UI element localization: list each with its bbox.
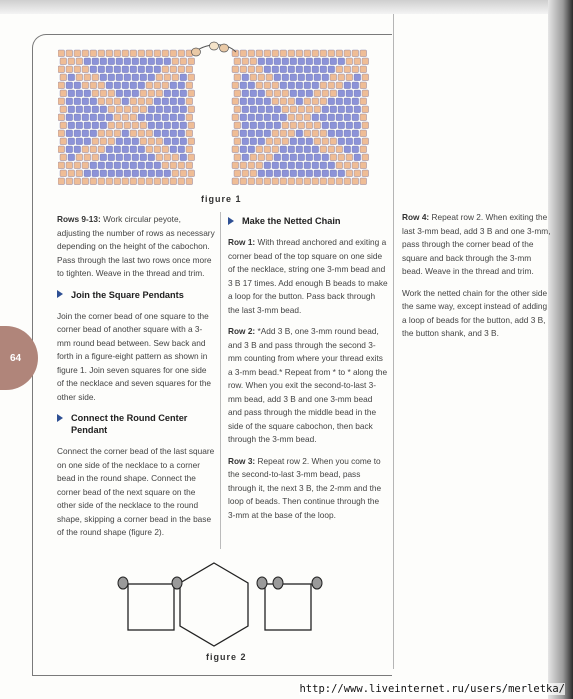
heading-make-netted-chain: Make the Netted Chain bbox=[228, 215, 388, 227]
text-column-1 bbox=[57, 213, 215, 548]
figure-2-illustration bbox=[112, 558, 337, 650]
text-column-2 bbox=[228, 213, 388, 530]
paragraph-rows-9-13: Rows 9-13: Work circular peyote, adjusting the number of rows as necessary depending on the height of the cabochon. Pass through the last two rows once more to tighten. Weave in the thread and trim. bbox=[57, 214, 215, 278]
figure-2-caption: figure 2 bbox=[206, 652, 247, 662]
paragraph-row-1: Row 1: With thread anchored and exiting a corner bead of the top square on one side of the necklace, string one 3-mm bead and 3 B 17 times. Add enough B beads to make a loop for the button. Pass back through the last 3-mm bead. bbox=[228, 237, 388, 315]
figure-1-illustration bbox=[58, 40, 388, 190]
connector-bead bbox=[312, 577, 322, 589]
beaded-square-pendant bbox=[232, 50, 369, 185]
source-url: http://www.liveinternet.ru/users/merletka/ bbox=[299, 683, 565, 695]
paragraph-row-2: Row 2: *Add 3 B, one 3-mm round bead, and 3 B and pass through the second 3-mm counting from where your thread exits a 3-mm bead.* Repeat from * to * along the row. When you exit the second-to-last 3-mm bead, add 3 B and one 3-mm bead and pass through the middle bead in the side of the square cabochon, then back through the 3-mm bead. bbox=[228, 326, 388, 444]
figure-1-caption: figure 1 bbox=[201, 194, 242, 204]
heading-arrow-icon bbox=[57, 414, 63, 422]
connector-bead bbox=[220, 44, 229, 52]
page-number: 64 bbox=[10, 353, 22, 364]
connector-bead bbox=[118, 577, 128, 589]
connector-bead bbox=[172, 577, 182, 589]
paragraph-row-4: Row 4: Repeat row 2. When exiting the last 3-mm bead, add 3 B and one 3-mm, pass through the corner bead of the square and back through the 3-mm bead. Weave in the thread and trim. bbox=[402, 212, 551, 276]
connector-bead bbox=[210, 42, 219, 50]
square-pendant-right bbox=[265, 584, 311, 630]
paragraph-row-3: Row 3: Repeat row 2. When you come to the second-to-last 3-mm bead, pass through it, the next 3 B, the 2-mm and the loop of beads. Then continue through the 3-mm at the base of the loop. bbox=[228, 455, 382, 520]
book-spine-shadow bbox=[548, 0, 573, 699]
paragraph-join-squares: Join the corner bead of one square to the corner bead of another square with a 3-mm round bead between. Sew back and forth in a figure-eight pattern as shown in figure 1. Join seven squares for one side of the necklace and seven squares for the other side. bbox=[57, 310, 212, 402]
column-divider bbox=[220, 212, 221, 549]
connector-bead bbox=[257, 577, 267, 589]
paragraph-connect-round: Connect the corner bead of the last square on one side of the necklace to a corner bead in the round shape. Connect the corner bead of the next square on the other side of the necklace to the round shape, skipping a corner bead in the base of the round shape (figure 2). bbox=[57, 446, 215, 537]
hexagon-round-pendant bbox=[180, 563, 248, 646]
paragraph-other-side: Work the netted chain for the other side the same way, except instead of adding a loop of beads for the button, add 3 B, the button shank, and 3 B. bbox=[402, 287, 548, 338]
text-column-3 bbox=[402, 211, 552, 349]
page-top-edge bbox=[0, 0, 573, 14]
heading-arrow-icon bbox=[228, 217, 234, 225]
beaded-square-pendant bbox=[58, 50, 195, 185]
page-column-divider bbox=[393, 14, 394, 669]
square-pendant-left bbox=[128, 584, 174, 630]
connector-bead bbox=[192, 48, 201, 56]
connector-bead bbox=[273, 577, 283, 589]
heading-arrow-icon bbox=[57, 290, 63, 298]
heading-connect-round-center: Connect the Round Center Pendant bbox=[57, 412, 215, 436]
heading-join-square-pendants: Join the Square Pendants bbox=[57, 289, 215, 301]
